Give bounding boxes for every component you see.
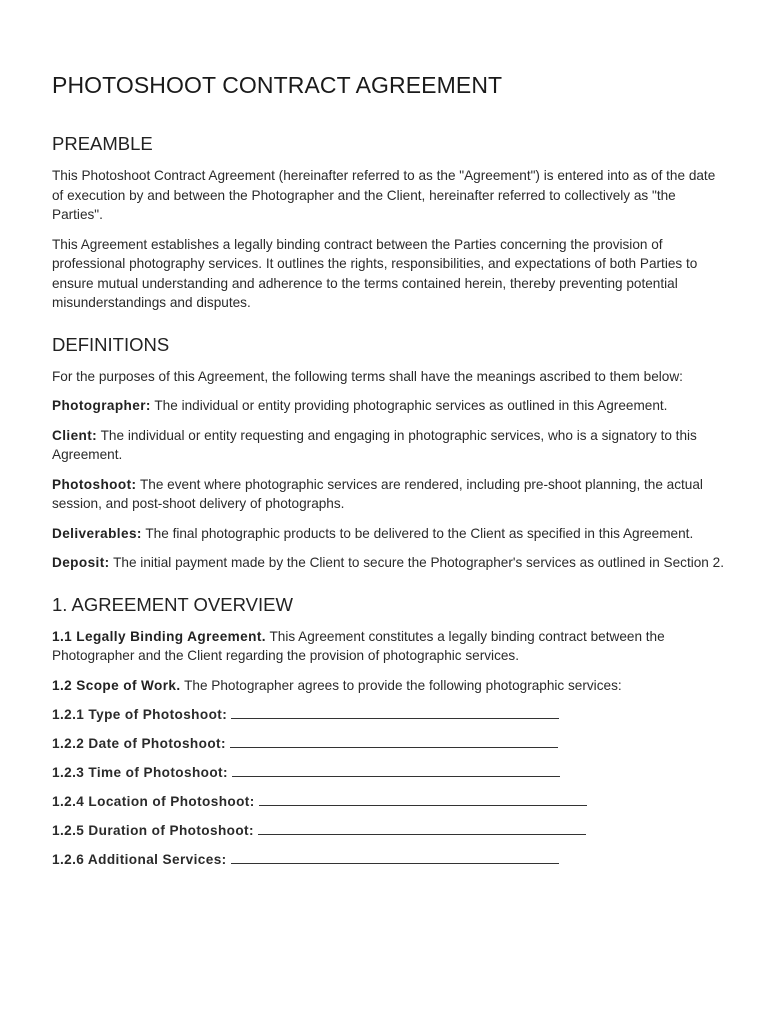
time-of-photoshoot-input[interactable] [232, 764, 560, 777]
location-of-photoshoot-input[interactable] [259, 793, 587, 806]
definition-item [52, 426, 728, 465]
definitions-heading: DEFINITIONS [52, 333, 170, 355]
definitions-section [52, 333, 728, 573]
clause-1-1-text: This Agreement constitutes a legally binding contract between the Photographer and the Client regarding the provision of photographic services. [52, 628, 665, 663]
definition-term: Deposit: [52, 555, 110, 570]
preamble-paragraph-2: This Agreement establishes a legally binding contract between the Parties concerning the provision of professional photography services. It outlines the rights, responsibilities, and expectations of both Parties to ensure mutual understanding and adherence to the terms contained herein, thereby preventing potential misunderstandings and disputes. [52, 236, 698, 310]
field-label: 1.2.4 Location of Photoshoot: [52, 794, 255, 809]
definition-term: Photographer: [52, 398, 151, 413]
clause-1-2-text: The Photographer agrees to provide the following photographic services: [180, 677, 622, 693]
field-label: 1.2.5 Duration of Photoshoot: [52, 823, 254, 838]
definition-item [52, 475, 728, 514]
field-label: 1.2.3 Time of Photoshoot: [52, 765, 228, 780]
type-of-photoshoot-input[interactable] [231, 706, 559, 719]
preamble-heading: PREAMBLE [52, 133, 153, 154]
field-location-of-photoshoot [52, 792, 728, 812]
definition-item [52, 396, 728, 416]
document-title: PHOTOSHOOT CONTRACT AGREEMENT [52, 72, 503, 98]
definition-term: Client: [52, 427, 98, 443]
additional-services-input[interactable] [231, 851, 559, 864]
definition-term: Photoshoot: [52, 476, 137, 492]
clause-1-1-label: 1.1 Legally Binding Agreement. [52, 628, 266, 644]
definition-text: The event where photographic services are rendered, including pre-shoot planning, the actual session, and post-shoot delivery of photographs. [52, 476, 703, 511]
preamble-section [52, 132, 728, 313]
definition-text: The final photographic products to be delivered to the Client as specified in this Agreement. [141, 525, 694, 541]
definition-text: The initial payment made by the Client to secure the Photographer's services as outlined in Section 2. [109, 555, 724, 570]
field-date-of-photoshoot [52, 734, 728, 754]
field-duration-of-photoshoot [52, 821, 728, 841]
definition-item [52, 524, 728, 544]
field-label: 1.2.1 Type of Photoshoot: [52, 707, 228, 722]
clause-1-2 [52, 676, 728, 696]
clause-1-1 [52, 627, 728, 666]
definition-term: Deliverables: [52, 525, 142, 541]
field-additional-services [52, 850, 728, 870]
definition-item [52, 553, 728, 573]
date-of-photoshoot-input[interactable] [230, 735, 558, 748]
field-type-of-photoshoot [52, 705, 728, 725]
agreement-overview-heading: 1. AGREEMENT OVERVIEW [52, 593, 293, 615]
definition-text: The individual or entity providing photographic services as outlined in this Agreement. [150, 398, 668, 413]
field-label: 1.2.2 Date of Photoshoot: [52, 736, 226, 751]
definition-text: The individual or entity requesting and engaging in photographic services, who is a signatory to this Agreement. [52, 427, 697, 462]
field-time-of-photoshoot [52, 763, 728, 783]
definitions-intro: For the purposes of this Agreement, the following terms shall have the meanings ascribed to them below: [52, 368, 683, 384]
agreement-overview-section [52, 593, 728, 870]
duration-of-photoshoot-input[interactable] [258, 822, 586, 835]
preamble-paragraph-1: This Photoshoot Contract Agreement (hereinafter referred to as the "Agreement") is entered into as of the date of execution by and between the Photographer and the Client, hereinafter referred to collectively as "the Parties". [52, 168, 716, 222]
clause-1-2-label: 1.2 Scope of Work. [52, 677, 181, 693]
field-label: 1.2.6 Additional Services: [52, 852, 227, 867]
contract-page [52, 68, 728, 879]
